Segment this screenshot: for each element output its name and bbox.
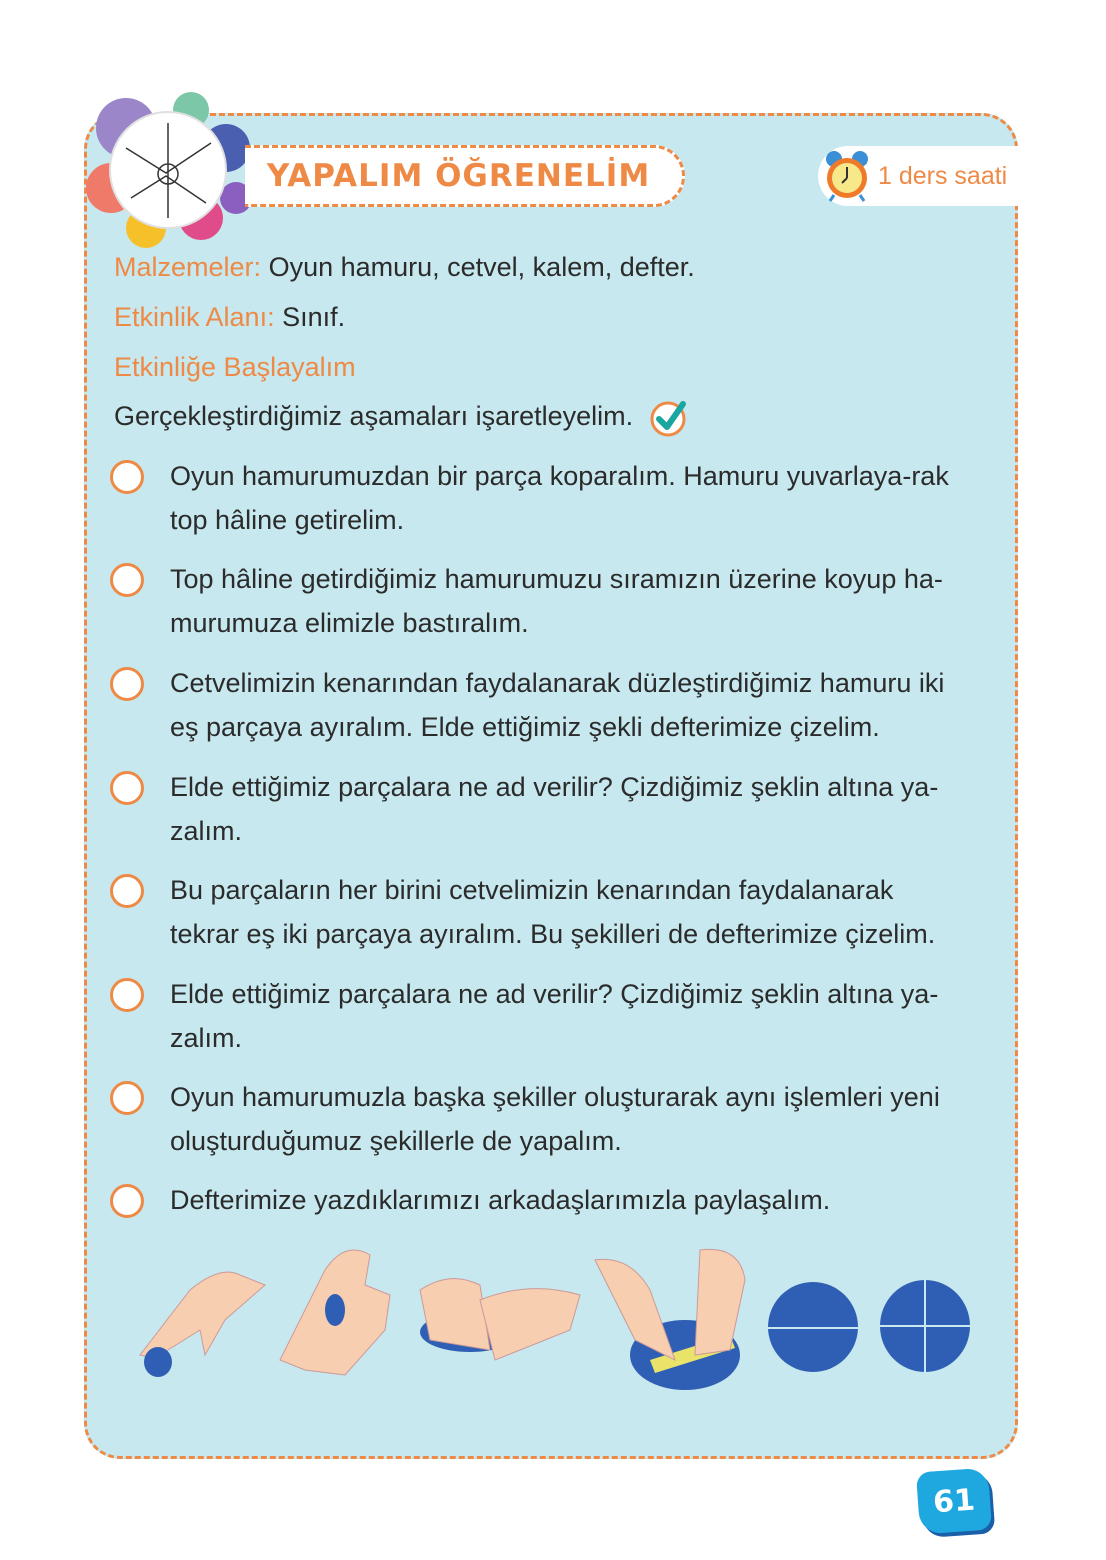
step-text: Elde ettiğimiz parçalara ne ad verilir? Çizdiğimiz şeklin altına ya-zalım. (170, 772, 939, 846)
materials-value: Oyun hamuru, cetvel, kalem, defter. (268, 252, 695, 282)
area-label: Etkinlik Alanı: (114, 302, 275, 332)
play-dough-steps-illustration (130, 1240, 980, 1400)
step-checkbox[interactable] (110, 978, 144, 1012)
step-text: Elde ettiğimiz parçalara ne ad verilir? Çizdiğimiz şeklin altına ya-zalım. (170, 979, 939, 1053)
hands-rolling-ball-image (280, 1250, 390, 1375)
circle-quarters-image (880, 1280, 970, 1372)
page-number: 61 (916, 1468, 992, 1535)
duration-badge (818, 146, 1022, 206)
area-line (114, 302, 345, 333)
step-checkbox[interactable] (110, 1184, 144, 1218)
hand-picking-ball-image (140, 1272, 265, 1377)
alarm-clock-icon (822, 149, 872, 203)
step-text: Bu parçaların her birini cetvelimizin kenarından faydalanarak tekrar eş iki parçaya ayıralım. Bu şekilleri de defterimize çizelim. (170, 875, 936, 949)
instruction-text: Gerçekleştirdiğimiz aşamaları işaretleyelim. (114, 401, 634, 432)
section-title-banner (245, 145, 685, 207)
step-text: Cetvelimizin kenarından faydalanarak düzleştirdiğimiz hamuru iki eş parçaya ayıralım. Elde ettiğimiz şekli defterimize çizelim. (170, 668, 945, 742)
materials-line (114, 252, 695, 283)
step-text: Oyun hamurumuzla başka şekiller oluşturarak aynı işlemleri yeni oluşturduğumuz şekillerle de yapalım. (170, 1082, 940, 1156)
teamwork-hands-illustration (86, 88, 256, 248)
hands-cutting-with-ruler-image (595, 1249, 745, 1390)
duration-text: 1 ders saati (878, 161, 1008, 190)
hands-flattening-dough-image (420, 1279, 580, 1360)
step-text: Top hâline getirdiğimiz hamurumuzu sıramızın üzerine koyup ha-murumuza elimizle bastıralım. (170, 564, 943, 638)
step-checkbox[interactable] (110, 667, 144, 701)
step-checkbox[interactable] (110, 1081, 144, 1115)
section-title: YAPALIM ÖĞRENELİM (266, 158, 651, 194)
materials-label: Malzemeler: (114, 252, 262, 282)
section-subtitle: Etkinliğe Başlayalım (114, 352, 356, 382)
step-text: Oyun hamurumuzdan bir parça koparalım. Hamuru yuvarlaya-rak top hâline getirelim. (170, 461, 949, 535)
area-value: Sınıf. (282, 302, 346, 332)
step-checkbox[interactable] (110, 563, 144, 597)
instruction-line (114, 398, 689, 438)
step-checkbox[interactable] (110, 771, 144, 805)
step-checkbox[interactable] (110, 874, 144, 908)
step-text: Defterimize yazdıklarımızı arkadaşlarımızla paylaşalım. (170, 1185, 831, 1215)
step-checkbox[interactable] (110, 460, 144, 494)
checkmark-icon (649, 398, 689, 438)
circle-halves-image (768, 1282, 858, 1372)
